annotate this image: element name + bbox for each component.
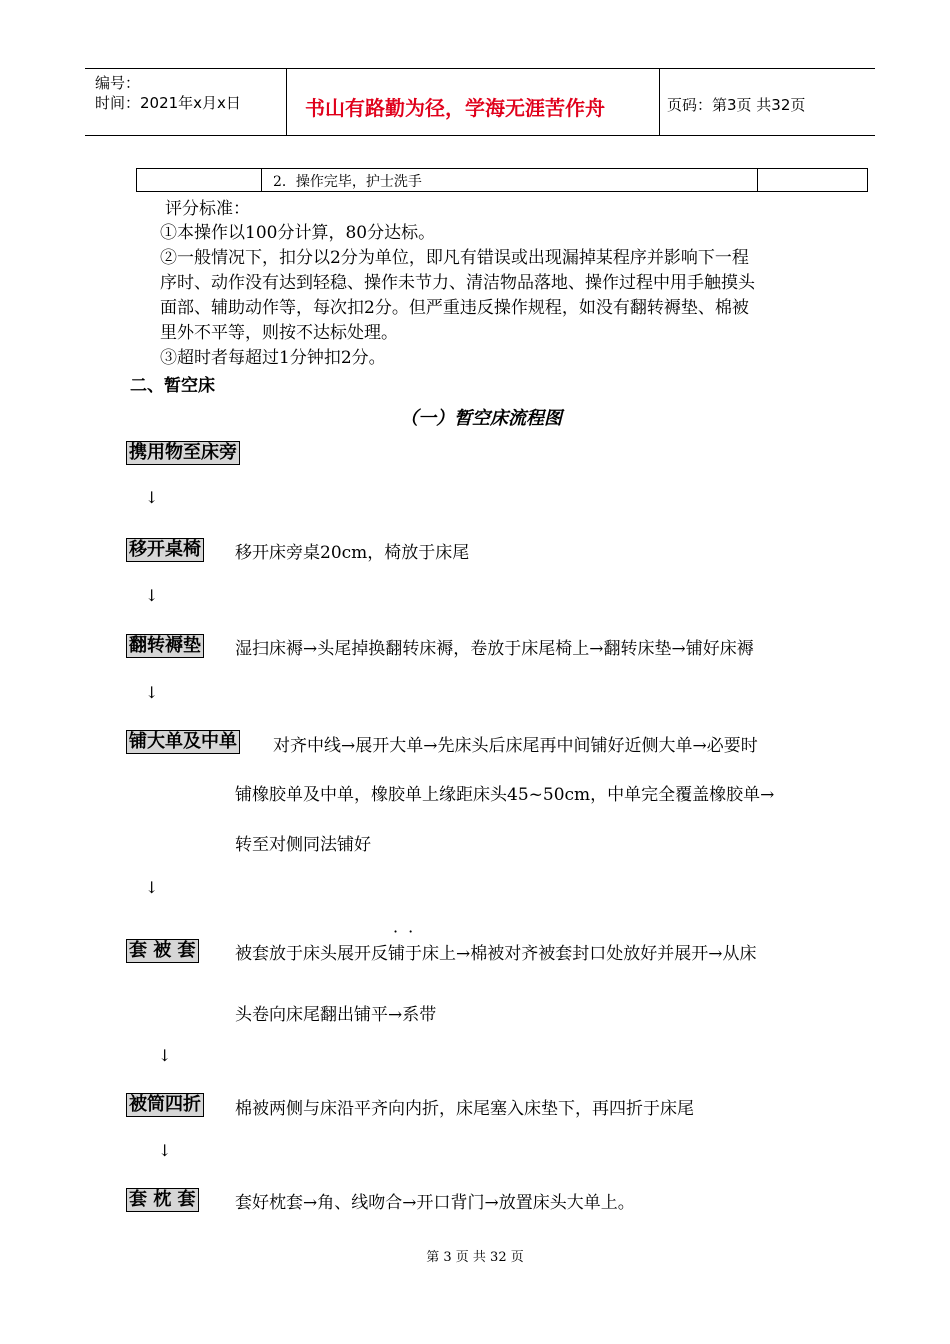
header-divider-right [659,68,660,136]
flow-step-box: 移开桌椅 [126,538,204,562]
flow-step-desc: 铺橡胶单及中单，橡胶单上缘距床头45~50cm，中单完全覆盖橡胶单→ [235,785,775,805]
scoring-item-2-line-4: 里外不平等，则按不达标处理。 [160,323,398,343]
scoring-title: 评分标准： [165,199,250,219]
flow-arrow-icon: ↓ [145,586,159,605]
flow-step-box: 被筒四折 [126,1093,204,1117]
header-bottom-rule [85,135,875,136]
flow-step-desc: 湿扫床褥→头尾掉换翻转床褥，卷放于床尾椅上→翻转床垫→铺好床褥 [235,639,754,659]
scoring-item-2-line-2: 序时、动作没有达到轻稳、操作未节力、清洁物品落地、操作过程中用手触摸头 [160,273,755,293]
flow-arrow-icon: ↓ [145,878,159,897]
flow-step-box: 翻转褥垫 [126,634,204,658]
header-divider-left [286,68,287,136]
scoring-item-2-line-3: 面部、辅助动作等，每次扣2分。但严重违反操作规程，如没有翻转褥垫、棉被 [160,298,749,318]
scoring-item-2-line-1: ②一般情况下，扣分以2分为单位，即凡有错误或出现漏掉某程序并影响下一程 [160,248,749,268]
emphasis-dots: ·· [393,922,424,941]
table-cell-divider [757,168,758,192]
scoring-item-3: ③超时者每超过1分钟扣2分。 [160,348,386,368]
flow-arrow-icon: ↓ [145,488,159,507]
section-heading: 二、暂空床 [130,376,215,396]
header-motto: 书山有路勤为径，学海无涯苦作舟 [305,96,605,120]
header-time-label: 时间：2021年x月x日 [95,94,241,112]
header-number-label: 编号： [95,74,141,92]
flow-step-desc: 被套放于床头展开反铺于床上→棉被对齐被套封口处放好并展开→从床 [235,944,757,964]
flow-step-desc: 对齐中线→展开大单→先床头后床尾再中间铺好近侧大单→必要时 [273,736,758,756]
procedure-table-row [136,168,868,192]
flow-arrow-icon: ↓ [158,1141,172,1160]
page-footer: 第 3 页 共 32 页 [426,1250,524,1265]
scoring-item-1: ①本操作以100分计算，80分达标。 [160,223,436,243]
flow-step-box: 携用物至床旁 [126,441,240,465]
table-cell-text: 2．操作完毕，护士洗手 [273,174,422,190]
flow-step-box: 铺大单及中单 [126,730,240,754]
flow-step-box: 套 被 套 [126,939,199,963]
header-page-label: 页码：第3页 共32页 [667,96,806,114]
flow-step-desc: 头卷向床尾翻出铺平→系带 [235,1005,437,1025]
flowchart-title: （一）暂空床流程图 [400,408,562,429]
flow-step-desc: 棉被两侧与床沿平齐向内折，床尾塞入床垫下，再四折于床尾 [235,1099,694,1119]
flow-step-box: 套 枕 套 [126,1188,199,1212]
header-top-rule [85,68,875,69]
flow-step-desc: 移开床旁桌20cm，椅放于床尾 [235,543,470,563]
table-cell-divider [261,168,262,192]
flow-step-desc: 套好枕套→角、线吻合→开口背门→放置床头大单上。 [235,1193,635,1213]
flow-arrow-icon: ↓ [158,1046,172,1065]
flow-arrow-icon: ↓ [145,683,159,702]
flow-step-desc: 转至对侧同法铺好 [235,835,371,855]
